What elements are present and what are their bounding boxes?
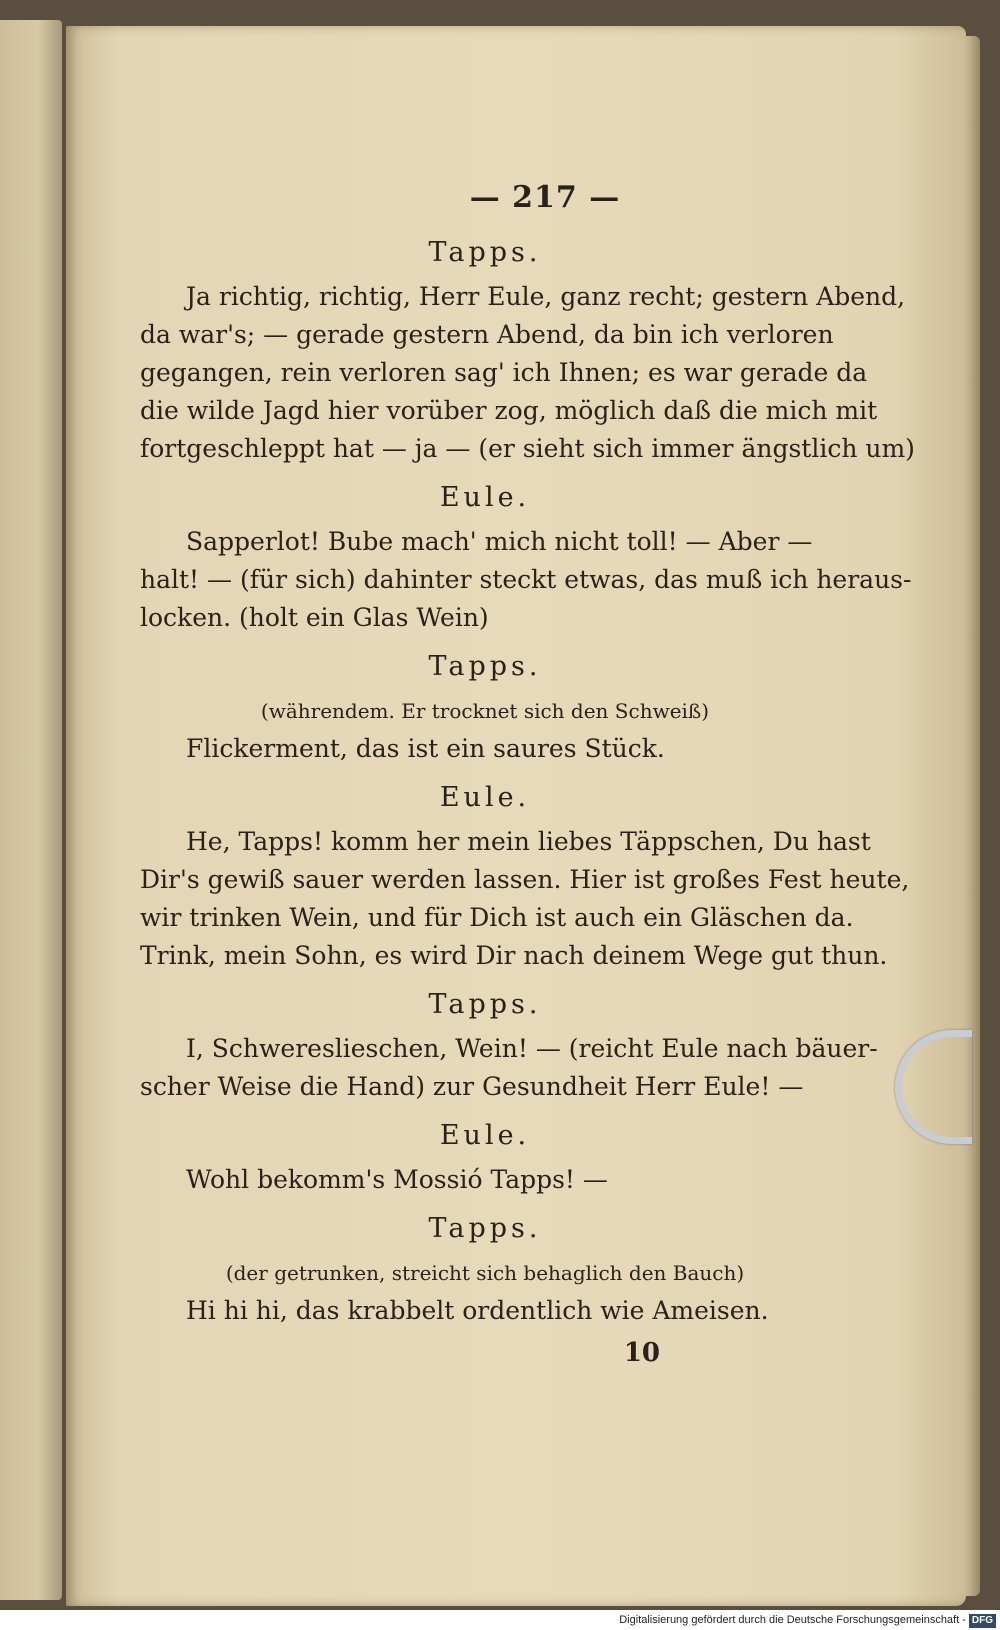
text-line: fortgeschleppt hat — ja — (er sieht sich immer ängstlich um) bbox=[140, 434, 915, 463]
text-line: wir trinken Wein, und für Dich ist auch ein Gläschen da. bbox=[140, 903, 854, 932]
signature-mark: 10 bbox=[623, 1338, 660, 1368]
text-line: Sapperlot! Bube mach' mich nicht toll! — Aber — bbox=[186, 527, 813, 556]
text-line: Trink, mein Sohn, es wird Dir nach deinem Wege gut thun. bbox=[140, 941, 888, 970]
text-line: halt! — (für sich) dahinter steckt etwas, das muß ich heraus- bbox=[140, 565, 912, 594]
speaker-heading: Tapps. bbox=[428, 989, 542, 1020]
speaker-heading: Eule. bbox=[439, 782, 531, 813]
facing-page-edge bbox=[0, 20, 62, 1600]
stage-direction: (der getrunken, streicht sich behaglich den Bauch) bbox=[225, 1261, 745, 1285]
text-line: Dir's gewiß sauer werden lassen. Hier ist großes Fest heute, bbox=[140, 865, 910, 894]
footer-bar bbox=[0, 1610, 1000, 1630]
footer-credit: Digitalisierung gefördert durch die Deutsche Forschungsgemeinschaft - bbox=[619, 1614, 966, 1626]
text-line: Ja richtig, richtig, Herr Eule, ganz recht; gestern Abend, bbox=[186, 282, 906, 311]
stage-direction: (währendem. Er trocknet sich den Schweiß) bbox=[260, 699, 710, 723]
page-edge bbox=[966, 36, 980, 1596]
text-line: gegangen, rein verloren sag' ich Ihnen; es war gerade da bbox=[140, 358, 868, 387]
text-line: Hi hi hi, das krabbelt ordentlich wie Ameisen. bbox=[186, 1296, 769, 1325]
dfg-logo: DFG bbox=[969, 1614, 996, 1628]
speaker-heading: Tapps. bbox=[428, 651, 542, 682]
text-line: da war's; — gerade gestern Abend, da bin ich verloren bbox=[140, 320, 834, 349]
speaker-heading: Tapps. bbox=[428, 237, 542, 268]
speaker-heading: Eule. bbox=[439, 1120, 531, 1151]
text-line: He, Tapps! komm her mein liebes Täppschen, Du hast bbox=[186, 827, 871, 856]
speaker-heading: Eule. bbox=[439, 482, 531, 513]
text-line: I, Schwereslieschen, Wein! — (reicht Eule nach bäuer- bbox=[186, 1034, 878, 1063]
page-text bbox=[140, 180, 915, 1368]
speaker-heading: Tapps. bbox=[428, 1213, 542, 1244]
text-line: Wohl bekomm's Mossió Tapps! — bbox=[186, 1165, 608, 1194]
text-line: Flickerment, das ist ein saures Stück. bbox=[186, 734, 665, 763]
text-line: scher Weise die Hand) zur Gesundheit Herr Eule! — bbox=[140, 1072, 804, 1101]
text-line: die wilde Jagd hier vorüber zog, möglich daß die mich mit bbox=[140, 396, 878, 425]
page-number: — 217 — bbox=[469, 180, 621, 215]
text-line: locken. (holt ein Glas Wein) bbox=[140, 603, 489, 632]
